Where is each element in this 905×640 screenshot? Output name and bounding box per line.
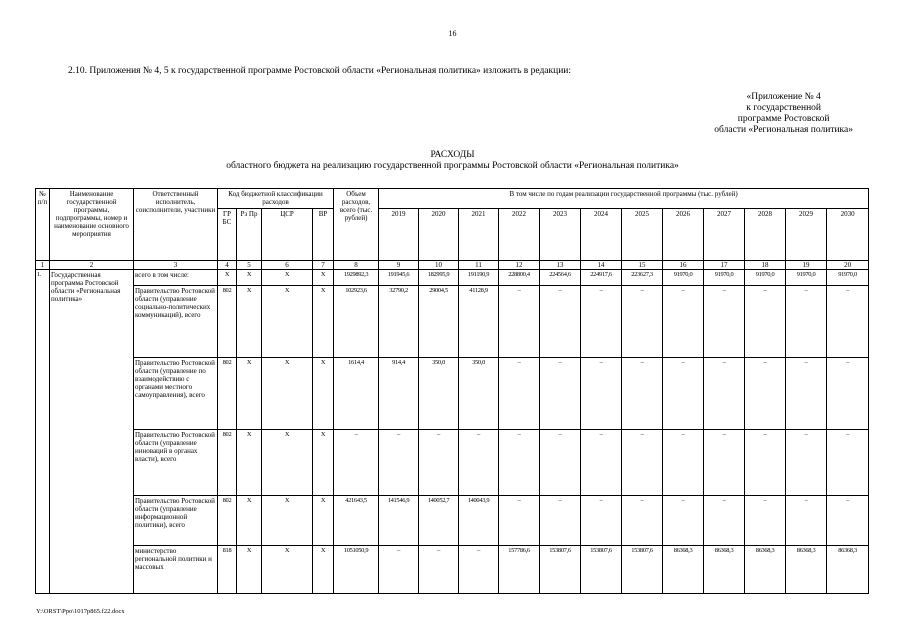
column-number: 3 [134, 261, 218, 270]
year-cell: – [499, 286, 540, 358]
year-cell: 141546,9 [379, 496, 419, 546]
year-cell: – [581, 286, 622, 358]
header-code-group: Код бюджетной классификации расходов [218, 189, 334, 209]
year-cell: 191190,9 [459, 270, 499, 286]
executor-cell: Правительство Ростовской области (управление информационной политики), всего [134, 496, 218, 546]
column-number: 13 [540, 261, 581, 270]
intro-text: 2.10. Приложения № 4, 5 к государственной программе Ростовской области «Региональная политика» изложить в редакции: [68, 66, 572, 76]
header-year: 2019 [379, 209, 419, 261]
vr-cell: X [313, 496, 334, 546]
executor-cell: Правительство Ростовской области (управление инноваций в органах власти), всего [134, 430, 218, 496]
header-years-group: В том числе по годам реализации государственной программы (тыс. рублей) [379, 189, 869, 209]
column-number: 17 [704, 261, 745, 270]
year-cell: 91970,0 [745, 270, 786, 286]
year-cell: 350,0 [459, 358, 499, 430]
column-number: 7 [313, 261, 334, 270]
year-cell: 191945,6 [379, 270, 419, 286]
appendix-header [714, 92, 853, 136]
header-executor: Ответственный исполнитель, соисполнители, участники [134, 189, 218, 261]
year-cell: 228800,4 [499, 270, 540, 286]
year-cell: – [663, 496, 704, 546]
title-main: РАСХОДЫ [430, 150, 475, 160]
total-cell: 1614,4 [334, 358, 379, 430]
grbs-cell: 818 [218, 546, 237, 594]
appendix-line-1: «Приложение № 4 [746, 92, 821, 102]
year-cell: – [622, 430, 663, 496]
header-csr: ЦСР [262, 209, 313, 261]
header-year: 2026 [663, 209, 704, 261]
header-year: 2022 [499, 209, 540, 261]
executor-cell: министерство региональной политики и массовых [134, 546, 218, 594]
year-cell: – [786, 286, 827, 358]
table-row [36, 270, 869, 286]
appendix-line-2: к государственной [746, 103, 821, 113]
csr-cell: X [262, 496, 313, 546]
vr-cell: X [313, 546, 334, 594]
year-cell: – [745, 358, 786, 430]
year-cell: – [663, 286, 704, 358]
year-cell: 182995,9 [419, 270, 459, 286]
column-number: 16 [663, 261, 704, 270]
year-cell: – [581, 430, 622, 496]
year-cell: – [827, 358, 869, 430]
year-cell: – [459, 430, 499, 496]
total-cell: 102923,6 [334, 286, 379, 358]
year-cell: 140052,7 [419, 496, 459, 546]
year-cell: 157786,6 [499, 546, 540, 594]
csr-cell: X [262, 358, 313, 430]
grbs-cell: 802 [218, 358, 237, 430]
column-number: 14 [581, 261, 622, 270]
year-cell: – [379, 546, 419, 594]
year-cell: – [622, 496, 663, 546]
year-cell: 86368,3 [745, 546, 786, 594]
year-cell: – [827, 430, 869, 496]
year-cell: 91970,0 [663, 270, 704, 286]
executor-cell: Правительство Ростовской области (управление социально-политических коммуникаций), всего [134, 286, 218, 358]
total-cell: – [334, 430, 379, 496]
year-cell: 86368,3 [663, 546, 704, 594]
rzpr-cell: X [237, 286, 262, 358]
file-path-footer: Y:\ORST\Ppo\1017p865.f22.docx [36, 608, 125, 615]
column-number: 1 [36, 261, 50, 270]
header-year: 2023 [540, 209, 581, 261]
column-number: 4 [218, 261, 237, 270]
program-name: Государственная программа Ростовской области «Региональная политика» [50, 270, 134, 594]
header-rzpr: Рз Пр [237, 209, 262, 261]
header-year: 2021 [459, 209, 499, 261]
program-num: 1. [36, 270, 50, 594]
column-number: 8 [334, 261, 379, 270]
grbs-cell: 802 [218, 286, 237, 358]
year-cell: – [379, 430, 419, 496]
rzpr-cell: X [237, 270, 262, 286]
grbs-cell: 802 [218, 430, 237, 496]
column-number: 11 [459, 261, 499, 270]
year-cell: 224917,6 [581, 270, 622, 286]
vr-cell: X [313, 358, 334, 430]
year-cell: – [419, 430, 459, 496]
table-row [36, 358, 869, 430]
year-cell: – [745, 496, 786, 546]
year-cell: – [419, 546, 459, 594]
header-name: Наименование государственной программы, подпрограммы, номер и наименование основного мероприятия [50, 189, 134, 261]
year-cell: – [622, 358, 663, 430]
header-grbs: ГР БС [218, 209, 237, 261]
year-cell: – [581, 496, 622, 546]
year-cell: 140043,9 [459, 496, 499, 546]
column-number: 6 [262, 261, 313, 270]
header-year: 2028 [745, 209, 786, 261]
year-cell: – [499, 496, 540, 546]
year-cell: 153807,6 [622, 546, 663, 594]
title-sub: областного бюджета на реализацию государственной программы Ростовской области «Региональная политика» [226, 161, 679, 171]
year-cell: 32790,2 [379, 286, 419, 358]
csr-cell: X [262, 270, 313, 286]
year-cell: 91970,0 [786, 270, 827, 286]
column-number: 20 [827, 261, 869, 270]
year-cell: – [622, 286, 663, 358]
header-num: № п/п [36, 189, 50, 261]
year-cell: – [540, 286, 581, 358]
year-cell: 223627,3 [622, 270, 663, 286]
year-cell: – [540, 358, 581, 430]
year-cell: 29004,5 [419, 286, 459, 358]
year-cell: – [745, 430, 786, 496]
header-year: 2025 [622, 209, 663, 261]
rzpr-cell: X [237, 496, 262, 546]
csr-cell: X [262, 286, 313, 358]
executor-cell: всего в том числе: [134, 270, 218, 286]
header-year: 2029 [786, 209, 827, 261]
rzpr-cell: X [237, 546, 262, 594]
table-row [36, 546, 869, 594]
year-cell: 86368,3 [827, 546, 869, 594]
column-number: 2 [50, 261, 134, 270]
table-row [36, 286, 869, 358]
appendix-line-3: программе Ростовской [737, 114, 830, 124]
year-cell: – [663, 430, 704, 496]
table-row [36, 496, 869, 546]
header-year: 2027 [704, 209, 745, 261]
year-cell: 86368,3 [704, 546, 745, 594]
total-cell: 421643,5 [334, 496, 379, 546]
year-cell: 153807,6 [540, 546, 581, 594]
year-cell: – [581, 358, 622, 430]
column-number-row [36, 261, 869, 270]
vr-cell: X [313, 270, 334, 286]
year-cell: – [499, 430, 540, 496]
budget-table [35, 188, 869, 594]
document-title [0, 150, 905, 172]
vr-cell: X [313, 286, 334, 358]
header-year: 2020 [419, 209, 459, 261]
year-cell: – [786, 430, 827, 496]
year-cell: 91970,0 [827, 270, 869, 286]
header-volume: Объем расходов, всего (тыс. рублей) [334, 189, 379, 261]
header-vr: ВР [313, 209, 334, 261]
vr-cell: X [313, 430, 334, 496]
header-year: 2024 [581, 209, 622, 261]
year-cell: – [786, 358, 827, 430]
year-cell: – [704, 358, 745, 430]
year-cell: – [745, 286, 786, 358]
rzpr-cell: X [237, 358, 262, 430]
grbs-cell: X [218, 270, 237, 286]
year-cell: – [704, 430, 745, 496]
csr-cell: X [262, 546, 313, 594]
year-cell: – [459, 546, 499, 594]
table-row [36, 430, 869, 496]
year-cell: – [704, 286, 745, 358]
column-number: 10 [419, 261, 459, 270]
csr-cell: X [262, 430, 313, 496]
year-cell: – [499, 358, 540, 430]
year-cell: – [540, 496, 581, 546]
year-cell: 224564,6 [540, 270, 581, 286]
total-cell: 1051050,9 [334, 546, 379, 594]
year-cell: – [704, 496, 745, 546]
year-cell: – [827, 496, 869, 546]
year-cell: 91970,0 [704, 270, 745, 286]
year-cell: – [786, 496, 827, 546]
column-number: 18 [745, 261, 786, 270]
year-cell: 41128,9 [459, 286, 499, 358]
executor-cell: Правительство Ростовской области (управление по взаимодействию с органами местного самоуправления), всего [134, 358, 218, 430]
year-cell: 350,0 [419, 358, 459, 430]
year-cell: 153807,6 [581, 546, 622, 594]
header-year: 2030 [827, 209, 869, 261]
year-cell: 914,4 [379, 358, 419, 430]
rzpr-cell: X [237, 430, 262, 496]
page-number: 16 [448, 29, 457, 38]
year-cell: 86368,3 [786, 546, 827, 594]
grbs-cell: 802 [218, 496, 237, 546]
total-cell: 1929892,3 [334, 270, 379, 286]
appendix-line-4: области «Региональная политика» [714, 125, 853, 135]
column-number: 5 [237, 261, 262, 270]
column-number: 9 [379, 261, 419, 270]
year-cell: – [663, 358, 704, 430]
column-number: 19 [786, 261, 827, 270]
year-cell: – [540, 430, 581, 496]
column-number: 12 [499, 261, 540, 270]
column-number: 15 [622, 261, 663, 270]
year-cell: – [827, 286, 869, 358]
